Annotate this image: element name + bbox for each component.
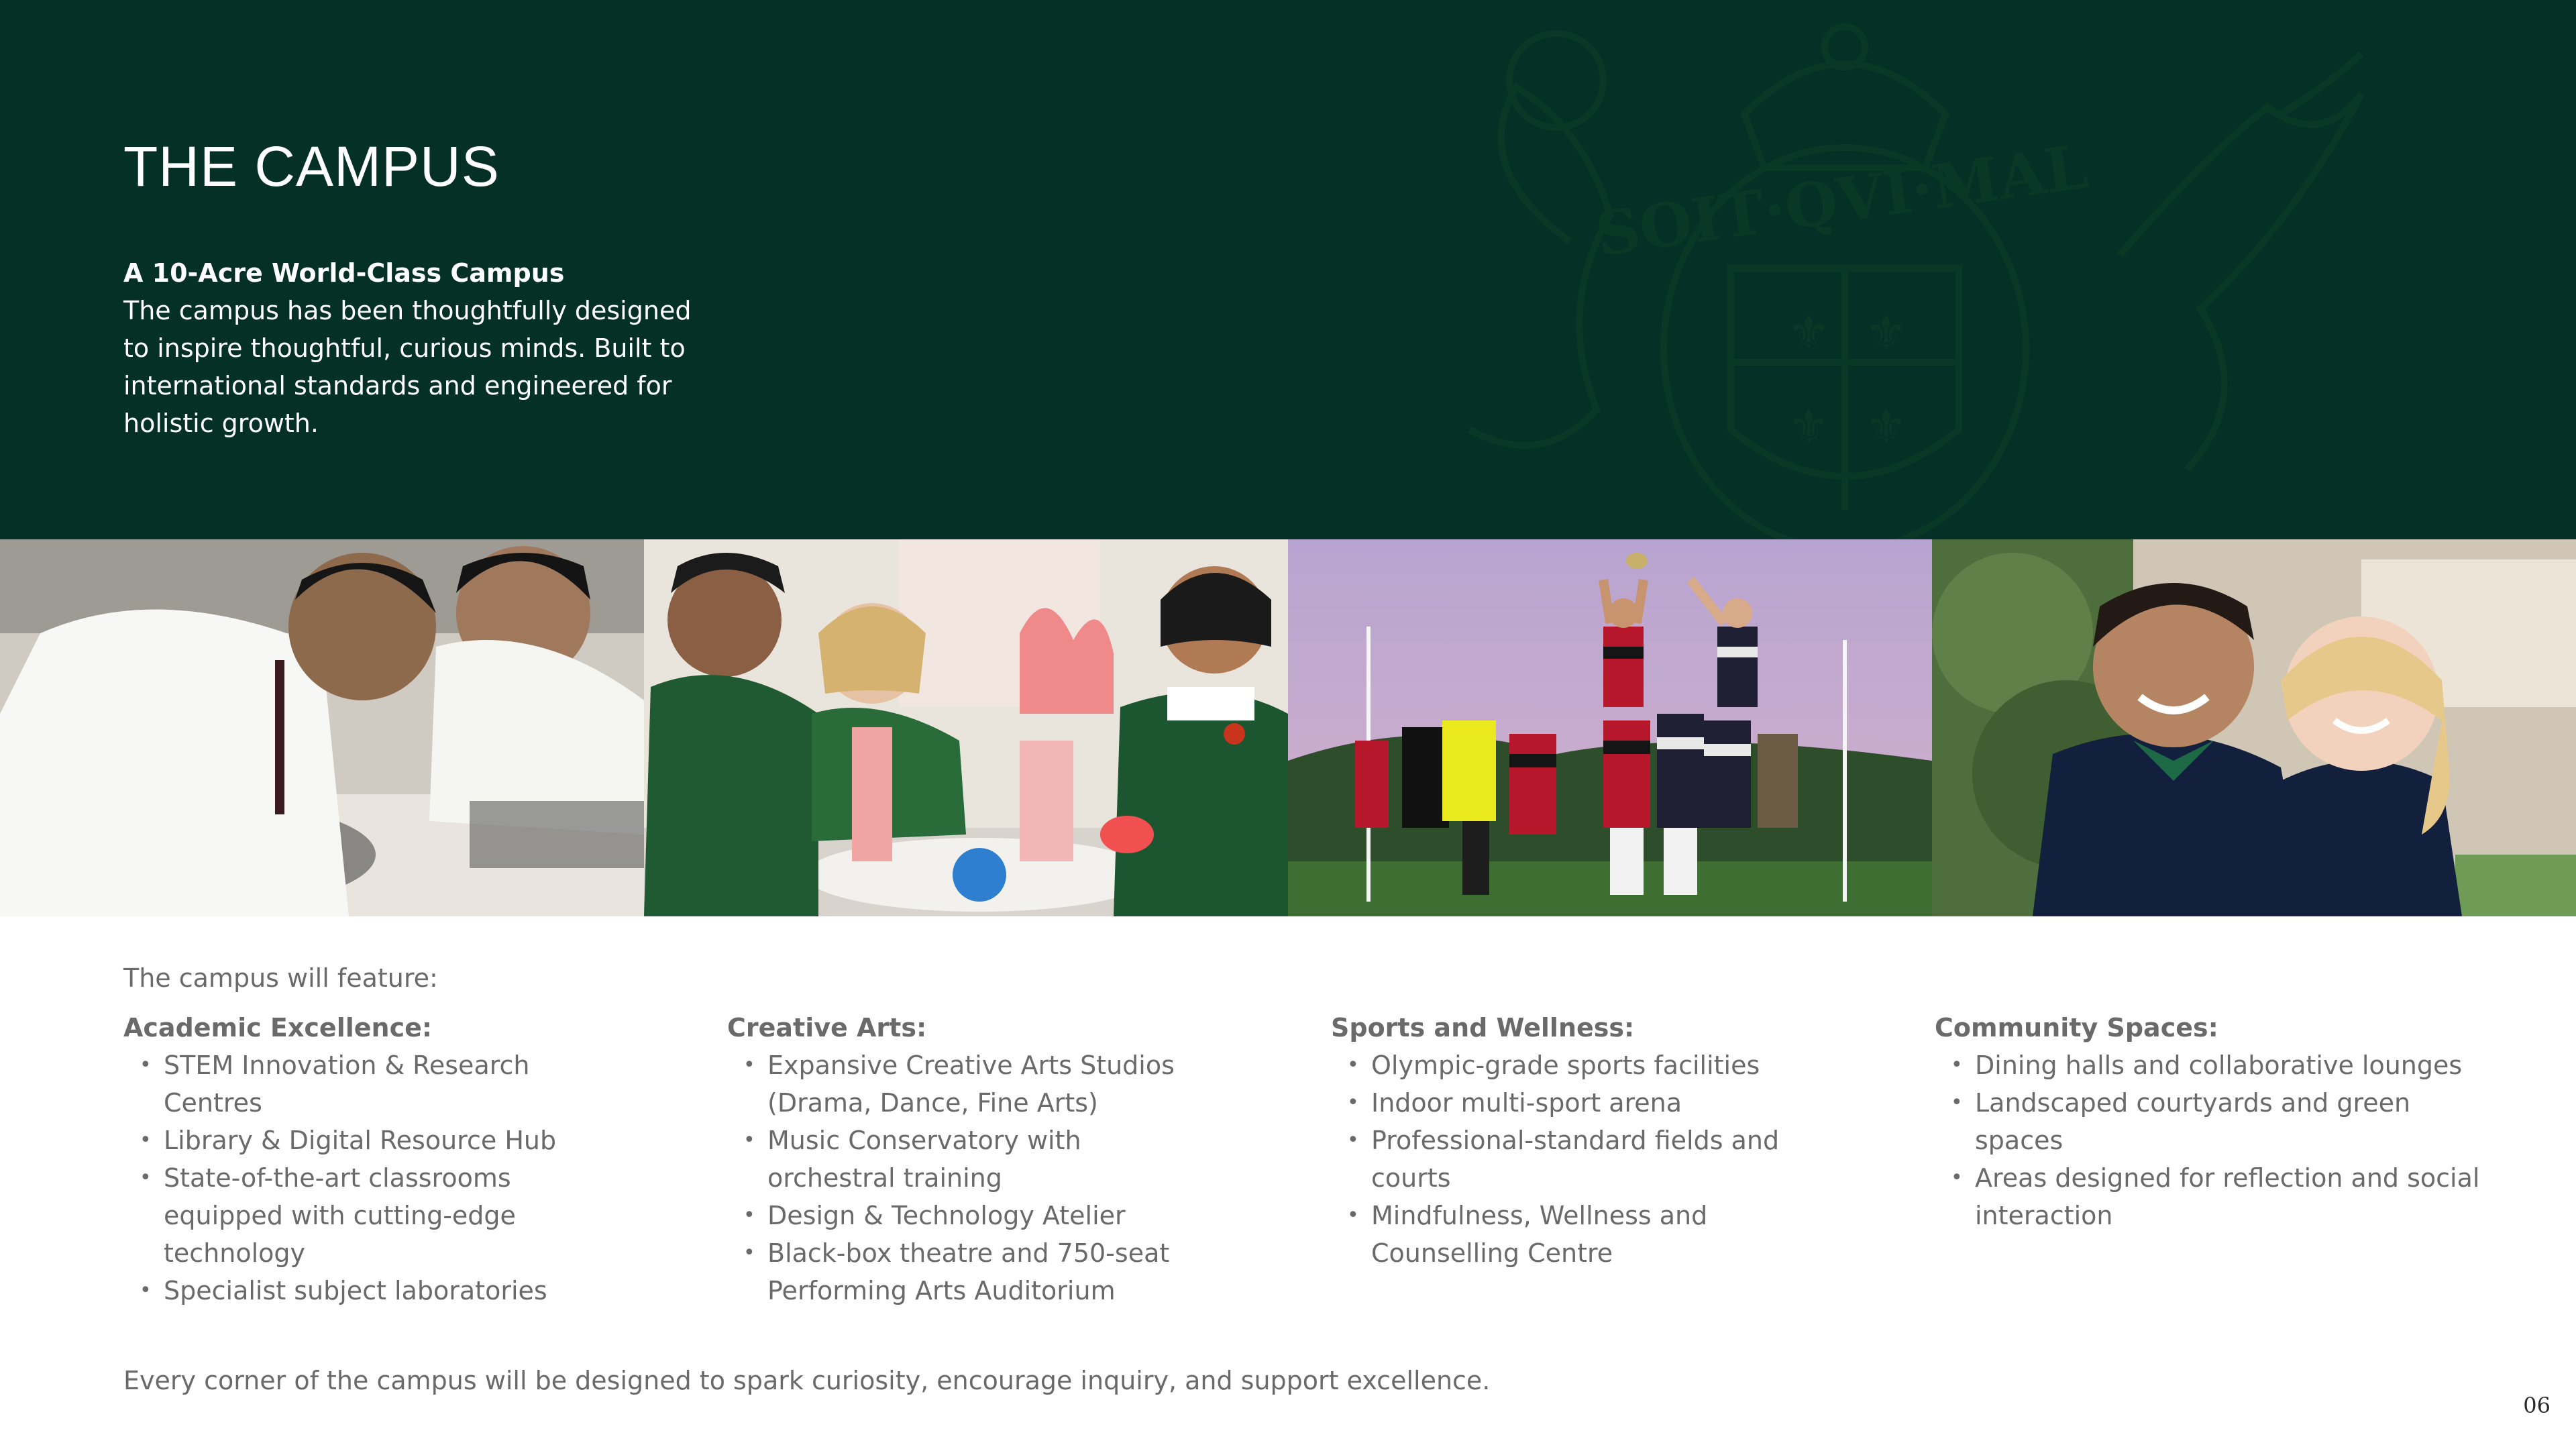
svg-text:⚜: ⚜: [1788, 305, 1830, 360]
intro-block: [123, 254, 714, 442]
list-item: • Mindfulness, Wellness and Counselling Centre: [1331, 1197, 1801, 1272]
photo-strip: [0, 539, 2576, 916]
page-title: THE CAMPUS: [123, 135, 500, 198]
list-item: • Black-box theatre and 750-seat Performing Arts Auditorium: [727, 1234, 1183, 1309]
list-item: • Areas designed for reflection and social interaction: [1935, 1159, 2491, 1234]
hero-banner: [0, 0, 2576, 539]
column-heading: Academic Excellence:: [123, 1013, 433, 1042]
list-item: • State-of-the-art classrooms equipped with cutting-edge technology: [123, 1159, 573, 1272]
feature-column-creative: [727, 1009, 1331, 1309]
list-item: • Expansive Creative Arts Studios (Drama, Dance, Fine Arts): [727, 1046, 1183, 1122]
intro-lead: A 10-Acre World-Class Campus: [123, 258, 565, 288]
intro-description: The campus has been thoughtfully designed to inspire thoughtful, curious minds. Built to international standards and engineered for holistic growth.: [123, 296, 692, 438]
list-item: • Professional-standard fields and courts: [1331, 1122, 1801, 1197]
feature-list: [123, 1046, 727, 1309]
features-section: [123, 959, 2538, 1309]
list-item: • Olympic-grade sports facilities: [1331, 1046, 1801, 1084]
column-heading: Creative Arts:: [727, 1013, 927, 1042]
list-item: • Landscaped courtyards and green spaces: [1935, 1084, 2491, 1159]
list-item: • Design & Technology Atelier: [727, 1197, 1183, 1234]
photo-rugby-lineout: [1288, 539, 1932, 916]
feature-column-academic: [123, 1009, 727, 1309]
list-item: • Specialist subject laboratories: [123, 1272, 573, 1309]
svg-text:⚜: ⚜: [1788, 399, 1830, 454]
list-item: • Dining halls and collaborative lounges: [1935, 1046, 2491, 1084]
column-heading: Sports and Wellness:: [1331, 1013, 1635, 1042]
feature-list: [727, 1046, 1331, 1309]
photo-young-children-crafts: [644, 539, 1288, 916]
list-item: • Music Conservatory with orchestral training: [727, 1122, 1183, 1197]
list-item: • Library & Digital Resource Hub: [123, 1122, 573, 1159]
royal-crest-watermark: [1181, 0, 2509, 539]
feature-column-sports: [1331, 1009, 1935, 1309]
feature-columns: [123, 1009, 2538, 1309]
svg-text:SOIT·QVI·MAL: SOIT·QVI·MAL: [1591, 131, 2092, 271]
page-number: 06: [2523, 1393, 2551, 1418]
photo-students-drawing: [0, 539, 644, 916]
svg-text:⚜: ⚜: [1865, 399, 1907, 454]
list-item: • STEM Innovation & Research Centres: [123, 1046, 573, 1122]
svg-text:⚜: ⚜: [1865, 305, 1907, 360]
list-item: • Indoor multi-sport arena: [1331, 1084, 1801, 1122]
feature-list: [1935, 1046, 2538, 1234]
features-intro: The campus will feature:: [123, 963, 438, 993]
column-heading: Community Spaces:: [1935, 1013, 2218, 1042]
feature-list: [1331, 1046, 1935, 1272]
closing-statement: Every corner of the campus will be designed to spark curiosity, encourage inquiry, and support excellence.: [123, 1366, 1491, 1395]
photo-two-smiling-children: [1932, 539, 2576, 916]
feature-column-community: [1935, 1009, 2538, 1309]
